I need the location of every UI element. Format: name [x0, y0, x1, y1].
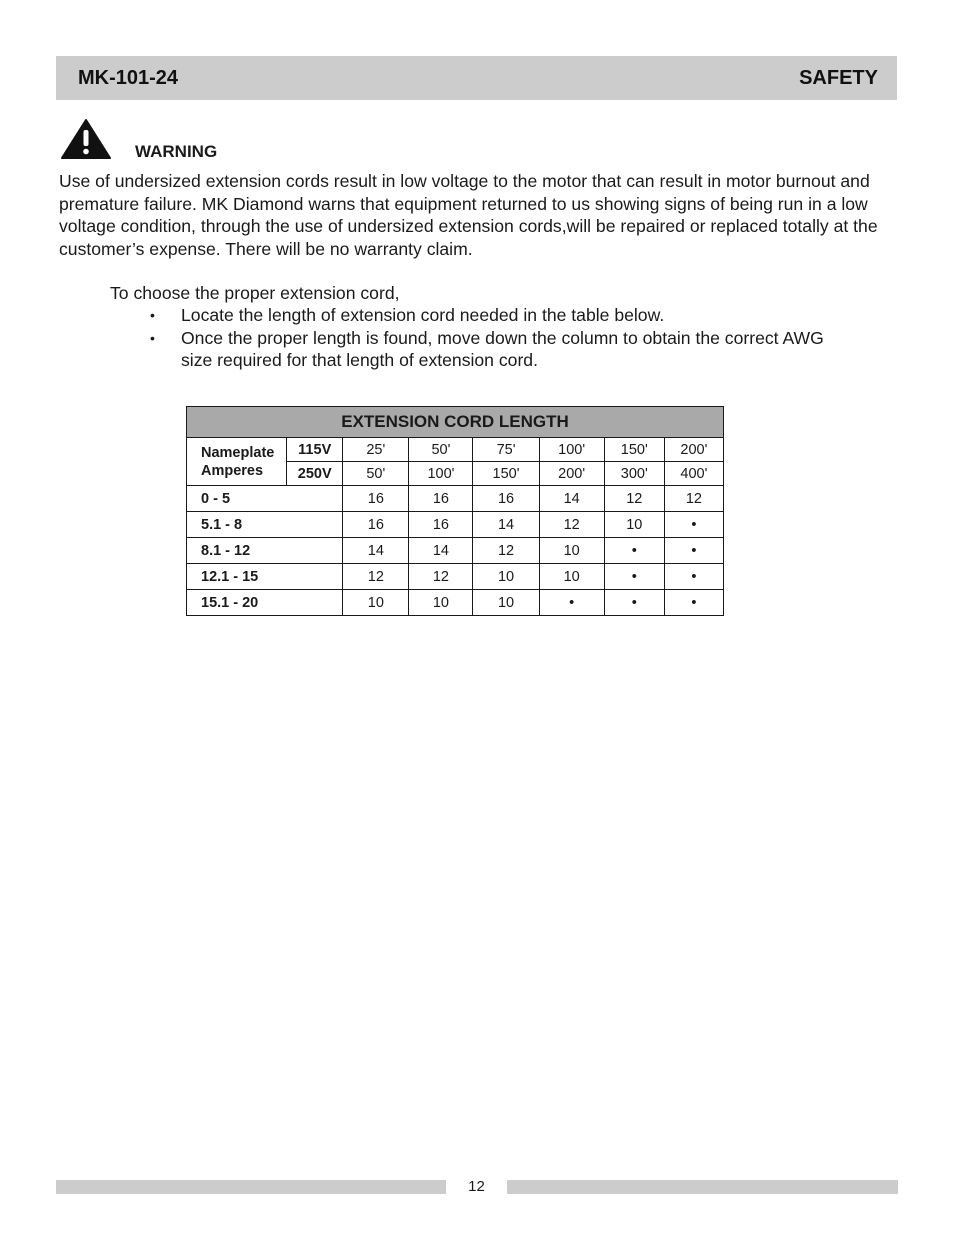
gauge-cell: 14	[539, 486, 604, 512]
gauge-cell: 16	[343, 486, 409, 512]
gauge-cell: 10	[473, 564, 539, 590]
footer-bar-right	[507, 1180, 898, 1194]
gauge-cell: 16	[409, 486, 473, 512]
bullet-icon: •	[150, 307, 155, 323]
length-cell: 100'	[539, 438, 604, 462]
gauge-cell: 10	[343, 590, 409, 616]
gauge-cell: •	[664, 538, 723, 564]
gauge-cell: 12	[539, 512, 604, 538]
gauge-cell: 10	[473, 590, 539, 616]
gauge-cell: 10	[539, 538, 604, 564]
gauge-cell: 10	[604, 512, 664, 538]
length-cell: 50'	[343, 462, 409, 486]
gauge-cell: •	[539, 590, 604, 616]
gauge-cell: •	[664, 512, 723, 538]
length-cell: 400'	[664, 462, 723, 486]
list-item: • Once the proper length is found, move down the column to obtain the correct AWG size required for that length of extension cord.	[150, 327, 824, 370]
instructions-list	[150, 304, 850, 372]
length-cell: 150'	[604, 438, 664, 462]
gauge-cell: 12	[473, 538, 539, 564]
warning-body: Use of undersized extension cords result in low voltage to the motor that can result in motor burnout and premature failure. MK Diamond warns that equipment returned to us showing signs of being run in a low voltage condition, through the use of undersized extension cords,will be repaired or replaced totally at the customer’s expense. There will be no warranty claim.	[59, 171, 878, 259]
voltage-115v: 115V	[287, 438, 343, 462]
warning-title: WARNING	[135, 142, 218, 161]
length-cell: 75'	[473, 438, 539, 462]
length-cell: 200'	[539, 462, 604, 486]
nameplate-amperes-label: Nameplate Amperes	[187, 438, 287, 486]
amperage-cell: 8.1 - 12	[187, 538, 343, 564]
voltage-250v: 250V	[287, 462, 343, 486]
gauge-cell: 12	[604, 486, 664, 512]
amperage-cell: 5.1 - 8	[187, 512, 343, 538]
gauge-cell: 12	[409, 564, 473, 590]
length-cell: 150'	[473, 462, 539, 486]
extension-cord-table	[186, 406, 724, 616]
page-number: 12	[468, 1178, 485, 1195]
gauge-cell: •	[604, 538, 664, 564]
length-cell: 200'	[664, 438, 723, 462]
gauge-cell: •	[604, 590, 664, 616]
gauge-cell: 14	[473, 512, 539, 538]
length-cell: 25'	[343, 438, 409, 462]
model-number: MK-101-24	[78, 66, 179, 89]
warning-triangle-icon	[60, 118, 112, 160]
gauge-cell: •	[664, 564, 723, 590]
gauge-cell: •	[604, 564, 664, 590]
section-title: SAFETY	[799, 66, 878, 89]
gauge-cell: 12	[664, 486, 723, 512]
length-cell: 300'	[604, 462, 664, 486]
gauge-cell: •	[664, 590, 723, 616]
length-cell: 50'	[409, 438, 473, 462]
amperage-cell: 0 - 5	[187, 486, 343, 512]
gauge-cell: 16	[343, 512, 409, 538]
gauge-cell: 10	[539, 564, 604, 590]
header-bar	[56, 56, 897, 100]
gauge-cell: 16	[473, 486, 539, 512]
table-row	[187, 590, 724, 616]
gauge-cell: 14	[343, 538, 409, 564]
gauge-cell: 14	[409, 538, 473, 564]
table-title: EXTENSION CORD LENGTH	[187, 407, 724, 438]
gauge-cell: 16	[409, 512, 473, 538]
list-item: • Locate the length of extension cord needed in the table below.	[150, 305, 665, 325]
table-row	[187, 486, 724, 512]
instructions-intro: To choose the proper extension cord,	[110, 283, 400, 303]
bullet-icon: •	[150, 329, 155, 346]
length-cell: 100'	[409, 462, 473, 486]
gauge-cell: 10	[409, 590, 473, 616]
amperage-cell: 15.1 - 20	[187, 590, 343, 616]
table-row	[187, 512, 724, 538]
amperage-cell: 12.1 - 15	[187, 564, 343, 590]
table-row	[187, 538, 724, 564]
gauge-cell: 12	[343, 564, 409, 590]
footer-bar-left	[56, 1180, 446, 1194]
table-row	[187, 564, 724, 590]
